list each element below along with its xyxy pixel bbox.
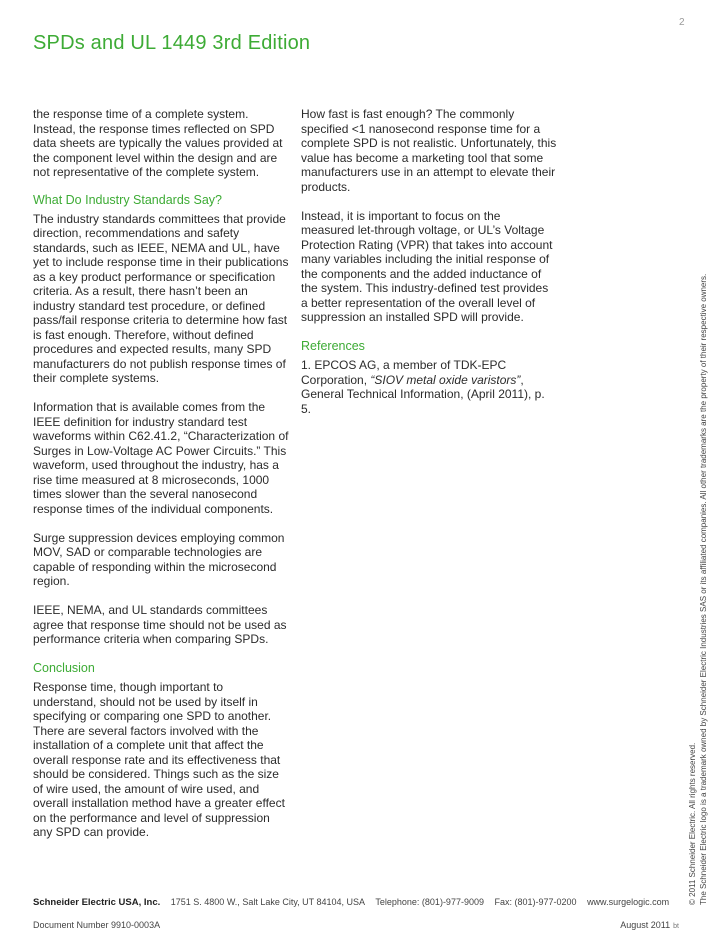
conclusion-paragraph: Response time, though important to understand, should not be used by itself in specifying or comparing one SPD to another. There are several factors involved with the installation of a complete unit that affect the overall response rate and its effectiveness that should be considered. Things such as the size of wire used, the amount of wire used, and overall installation method have a greater effect on the performance and level of suppression any SPD can provide. <box>33 680 285 839</box>
footer-date-line <box>620 920 679 930</box>
footer-date: August 2011 <box>620 920 671 930</box>
industry-paragraph-2: Information that is available comes from the IEEE definition for industry standard test waveforms within C62.41.2, “Characterization of Surges in Low-Voltage AC Power Circuits.” This waveform, used throughout the industry, has a rise time measured at 8 microseconds, 1000 times slower than the several nanosecond response times of the individual components. <box>33 400 289 516</box>
conclusion-heading: Conclusion <box>33 661 95 675</box>
reference-suffix: , General Technical Information, (April 2011), p. 5. <box>301 372 545 416</box>
page-title: SPDs and UL 1449 3rd Edition <box>33 32 311 54</box>
industry-paragraph-1: The industry standards committees that provide direction, recommendations and safety standards, such as IEEE, NEMA and UL, have yet to include response time in their publications as a key product performance or specification criteria. As a result, there hasn’t been an industry standard test procedure, or defined pass/fail response criteria to determine how fast is fast enough. Therefore, without defined procedures and expected results, many SPD manufacturers do not publish response times of their complete systems. <box>33 211 289 385</box>
footer-company: Schneider Electric USA, Inc. <box>33 897 161 908</box>
footer-address <box>33 897 669 908</box>
footer-telephone: Telephone: (801)-977-9009 <box>375 897 484 907</box>
intro-paragraph: the response time of a complete system. Instead, the response times reflected on SPD data sheets are typically the values provided at the component level within the design and are not representative of the complete system. <box>33 107 283 179</box>
right-paragraph-2: Instead, it is important to focus on the measured let-through voltage, or UL’s Voltage Protection Rating (VPR) that takes into account many variables including the initial response of the components and the added inductance of the system. This industry-defined test provides a better representation of the overall level of suppression an installed SPD will provide. <box>301 208 553 324</box>
reference-item <box>301 358 557 416</box>
industry-paragraph-4: IEEE, NEMA, and UL standards committees agree that response time should not be used as performance criteria when comparing SPDs. <box>33 603 287 646</box>
footer-date-code: bt <box>673 923 679 930</box>
copyright-line-1: © 2011 Schneider Electric. All rights reserved. <box>688 742 697 905</box>
right-column <box>301 107 557 431</box>
right-paragraph-1: How fast is fast enough? The commonly specified <1 nanosecond response time for a complete SPD is not realistic. Unfortunately, this value has become a marketing tool that some manufacturers use in an attempt to elevate their products. <box>301 107 557 194</box>
left-column <box>33 107 289 854</box>
footer-street: 1751 S. 4800 W., Salt Lake City, UT 84104, USA <box>170 897 366 907</box>
document-number: Document Number 9910-0003A <box>33 920 161 930</box>
industry-standards-heading: What Do Industry Standards Say? <box>33 192 222 207</box>
reference-title: “SIOV metal oxide varistors” <box>370 372 521 387</box>
references-heading: References <box>301 339 365 353</box>
copyright-notice <box>688 274 709 905</box>
page-number: 2 <box>679 17 685 28</box>
footer-website-link[interactable]: www.surgelogic.com <box>587 897 670 907</box>
reference-prefix: 1. EPCOS AG, a member of TDK-EPC Corporation, <box>301 358 507 387</box>
copyright-line-2: The Schneider Electric logo is a trademark owned by Schneider Electric Industries SAS or its affiliated companies. All other trademarks are the property of their respective owners. <box>698 273 708 905</box>
footer-fax: Fax: (801)-977-0200 <box>494 897 577 907</box>
industry-paragraph-3: Surge suppression devices employing common MOV, SAD or comparable technologies are capable of responding within the microsecond region. <box>33 530 285 588</box>
